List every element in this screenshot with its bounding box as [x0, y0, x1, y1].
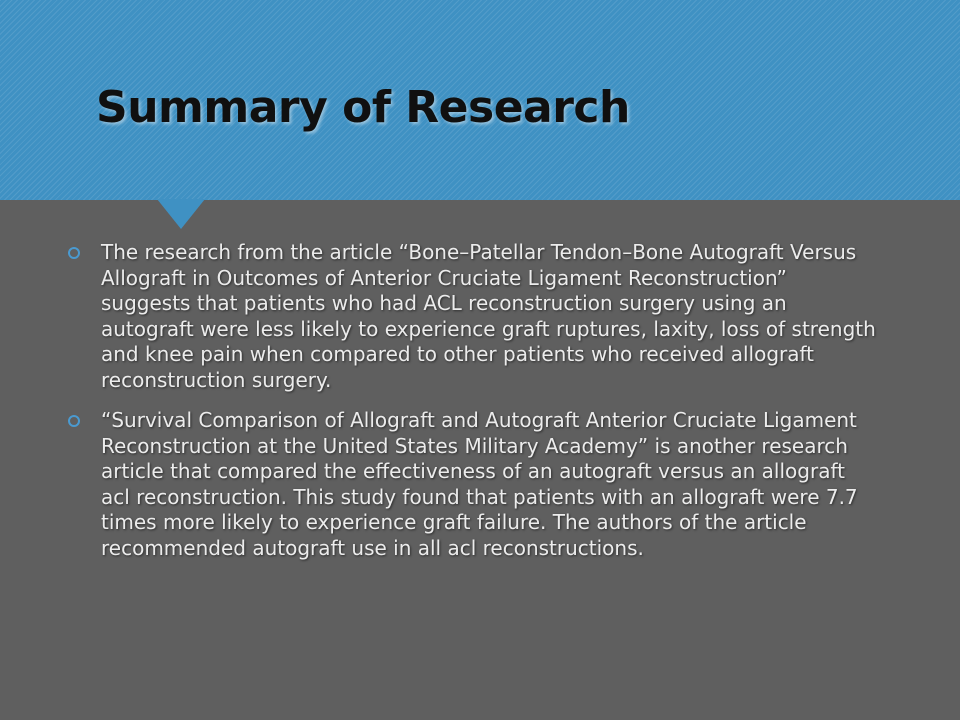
bullet-item [64, 240, 879, 393]
title-band-notch [157, 199, 205, 229]
bullet-text: The research from the article “Bone–Patellar Tendon–Bone Autograft Versus Allograft in Outcomes of Anterior Cruciate Ligament Reconstruction” suggests that patients who had ACL reconstruction surgery using an autograft were less likely to experience graft ruptures, laxity, loss of strength and knee pain when compared to other patients who received allograft reconstruction surgery. [101, 240, 876, 392]
title-band [0, 0, 960, 200]
bullet-text: “Survival Comparison of Allograft and Autograft Anterior Cruciate Ligament Reconstruction at the United States Military Academy” is another research article that compared the effectiveness of an autograft versus an allograft acl reconstruction. This study found that patients with an allograft were 7.7 times more likely to experience graft failure. The authors of the article recommended autograft use in all acl reconstructions. [101, 408, 858, 560]
circle-bullet-icon [68, 247, 80, 259]
bullet-list [64, 240, 879, 576]
slide-title: Summary of Research [96, 82, 630, 133]
bullet-item [64, 408, 879, 561]
circle-bullet-icon [68, 415, 80, 427]
